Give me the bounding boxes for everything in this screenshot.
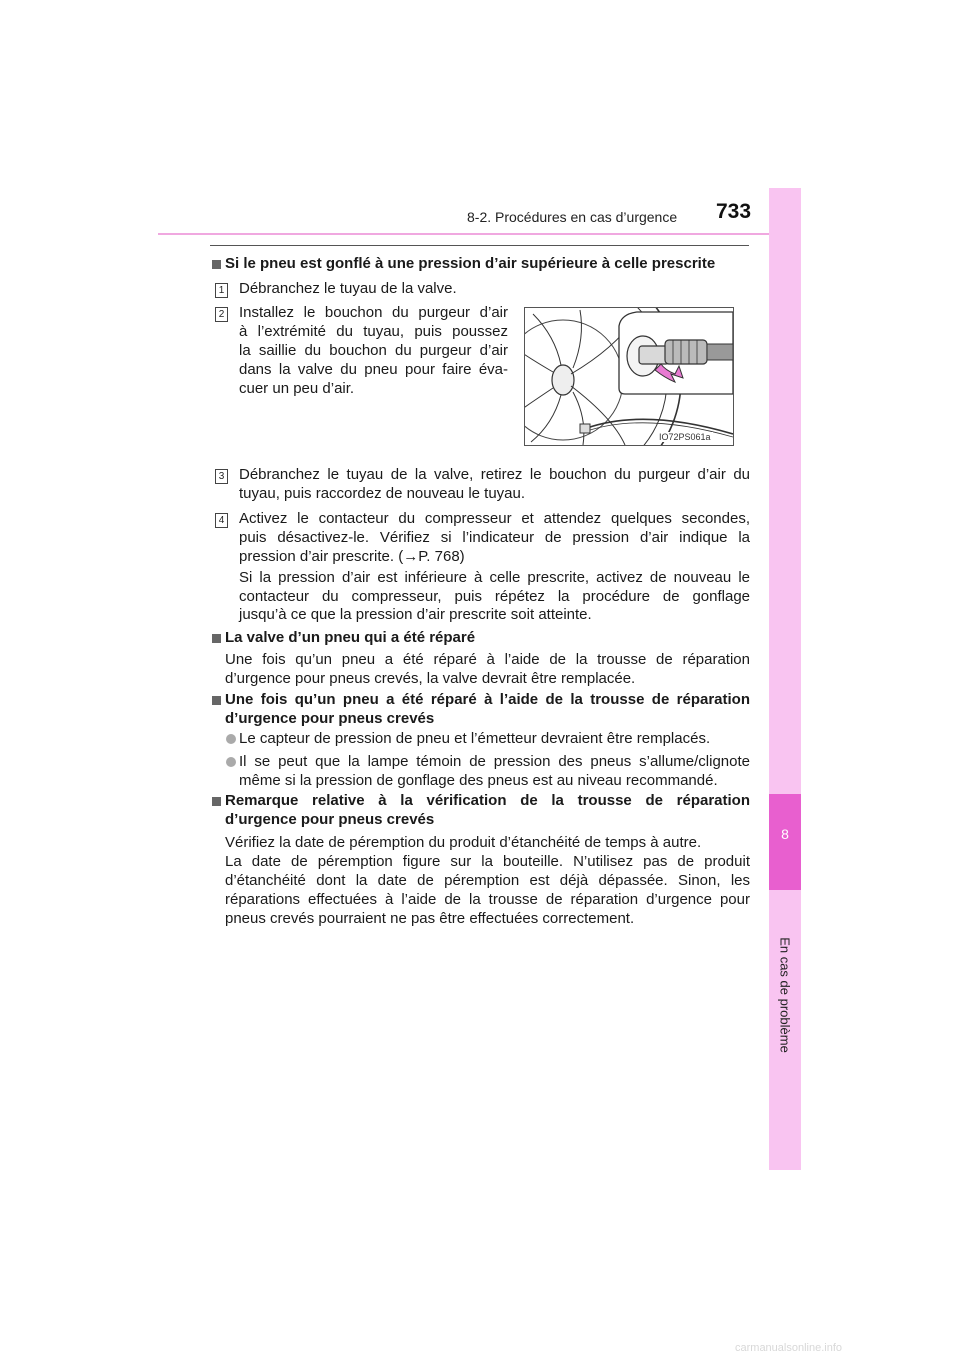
bullet-text: Le capteur de pression de pneu et l’émetteur devraient être remplacés. [239,730,711,747]
body-line: La date de péremption figure sur la bouteille. N’utilisez pas de produit [225,853,750,870]
section-title: Remarque relative à la vérification de la trousse de réparation [225,792,750,809]
watermark-text: carmanualsonline.info [735,1342,843,1354]
step-2-line: Installez le bouchon du purgeur d’air [239,304,508,321]
step-4-line: pression d’air prescrite. (→P. 768) [239,548,465,565]
body-line: réparations effectuées à l’aide de la trousse de réparation d’urgence pour [225,891,750,908]
page-number: 733 [716,200,752,223]
body-line: pneus crevés pourraient ne pas être effectuées correctement. [225,910,635,927]
step-number-2: 2 [215,307,228,322]
section-marker [212,260,221,269]
step-2-line: dans la valve du pneu pour faire éva- [239,361,508,378]
note-line: jusqu’à ce que la pression d’air prescrite soit atteinte. [239,606,592,623]
section-title: Une fois qu’un pneu a été réparé à l’aide de la trousse de réparation [225,691,750,708]
step-4-line: Activez le contacteur du compresseur et attendez quelques secondes, [239,510,750,527]
step-3-line: tuyau, puis raccordez de nouveau le tuyau. [239,485,526,502]
section-marker [212,797,221,806]
body-line: Vérifiez la date de péremption du produit d’étanchéité de temps à autre. [225,834,702,851]
header-divider [158,233,801,235]
section-marker [212,634,221,643]
section-title: d’urgence pour pneus crevés [225,710,435,727]
header-section-title: 8-2. Procédures en cas d’urgence [467,209,678,225]
section-title: Si le pneu est gonflé à une pression d’air supérieure à celle prescrite [225,255,716,272]
step-2-line: la saillie du bouchon du purgeur d’air [239,342,508,359]
body-line: Une fois qu’un pneu a été réparé à l’aide de la trousse de réparation [225,651,750,668]
bullet-text: même si la pression de gonflage des pneus est au niveau recommandé. [239,772,718,789]
step-4-line: puis désactivez-le. Vérifiez si l’indicateur de pression d’air indique la [239,529,750,546]
tire-valve-drawing [525,308,733,445]
section-title: d’urgence pour pneus crevés [225,811,435,828]
chapter-title: En cas de problème [777,937,793,1053]
body-line: d’urgence pour pneus crevés, la valve devrait être remplacée. [225,670,636,687]
step-number-3: 3 [215,469,228,484]
step-2-line: à l’extrémité du tuyau, puis poussez [239,323,508,340]
note-line: Si la pression d’air est inférieure à celle prescrite, activez de nouveau le [239,569,750,586]
valve-bleeder-illustration [524,307,734,446]
step-2-line: cuer un peu d’air. [239,380,355,397]
figure-code: IO72PS061a [659,432,711,442]
step-number-1: 1 [215,283,228,298]
bullet-text: Il se peut que la lampe témoin de pression des pneus s’allume/clignote [239,753,750,770]
body-line: d’étanchéité dont la date de péremption est déjà dépassée. Sinon, les [225,872,750,889]
step-1-text: Débranchez le tuyau de la valve. [239,280,457,297]
bullet-dot [226,757,236,767]
step-number-4: 4 [215,513,228,528]
note-line: contacteur du compresseur, puis répétez la procédure de gonflage [239,588,750,605]
content-top-rule [210,245,749,246]
bullet-dot [226,734,236,744]
chapter-number: 8 [781,826,789,842]
section-marker [212,696,221,705]
section-title: La valve d’un pneu qui a été réparé [225,629,476,646]
step-3-line: Débranchez le tuyau de la valve, retirez le bouchon du purgeur d’air du [239,466,750,483]
chapter-number-box [769,794,801,890]
